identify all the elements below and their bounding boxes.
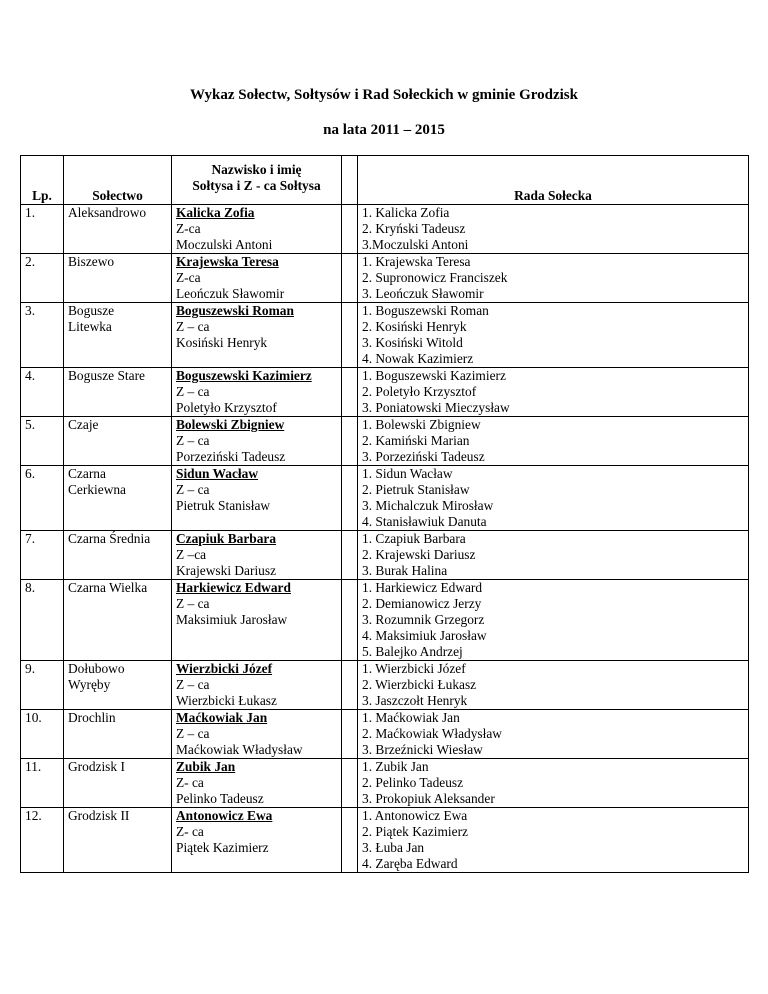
table-header-row xyxy=(21,156,749,205)
solectwo-name: Czaje xyxy=(68,417,99,432)
lp-cell: 10. xyxy=(21,710,64,759)
zca-name: Kosiński Henryk xyxy=(176,335,268,350)
lp-cell: 7. xyxy=(21,531,64,580)
header-lp: Lp. xyxy=(21,156,64,205)
soltys-name: Krajewska Teresa xyxy=(176,254,279,269)
rada-member: 1. Bolewski Zbigniew xyxy=(362,417,481,432)
solectwo-cell xyxy=(64,417,172,466)
gap-cell xyxy=(342,661,358,710)
zca-label: Z-ca xyxy=(176,270,201,285)
table-row xyxy=(21,205,749,254)
rada-member: 1. Boguszewski Roman xyxy=(362,303,489,318)
table-row xyxy=(21,254,749,303)
rada-member: 1. Czapiuk Barbara xyxy=(362,531,466,546)
header-nazwisko xyxy=(172,156,342,205)
lp-cell: 2. xyxy=(21,254,64,303)
rada-cell xyxy=(358,808,749,873)
solectwa-table xyxy=(20,155,749,873)
gap-cell xyxy=(342,205,358,254)
rada-cell xyxy=(358,710,749,759)
table-row xyxy=(21,661,749,710)
soltys-cell xyxy=(172,254,342,303)
rada-member: 1. Sidun Wacław xyxy=(362,466,453,481)
lp-cell: 5. xyxy=(21,417,64,466)
soltys-name: Maćkowiak Jan xyxy=(176,710,268,725)
zca-label: Z – ca xyxy=(176,726,210,741)
rada-member: 2. Pelinko Tadeusz xyxy=(362,775,464,790)
rada-member: 3. Poniatowski Mieczysław xyxy=(362,400,510,415)
gap-cell xyxy=(342,808,358,873)
soltys-name: Kalicka Zofia xyxy=(176,205,255,220)
rada-member: 1. Krajewska Teresa xyxy=(362,254,471,269)
rada-cell xyxy=(358,254,749,303)
gap-cell xyxy=(342,303,358,368)
soltys-name: Wierzbicki Józef xyxy=(176,661,273,676)
zca-name: Poletyło Krzysztof xyxy=(176,400,277,415)
zca-label: Z- ca xyxy=(176,775,204,790)
solectwo-name: Aleksandrowo xyxy=(68,205,147,220)
lp-cell: 9. xyxy=(21,661,64,710)
zca-name: Leończuk Sławomir xyxy=(176,286,285,301)
table-row xyxy=(21,580,749,661)
rada-cell xyxy=(358,303,749,368)
solectwo-name: Bogusze Stare xyxy=(68,368,145,383)
table-row xyxy=(21,466,749,531)
header-gap xyxy=(342,156,358,205)
solectwo-name: Grodzisk I xyxy=(68,759,125,774)
rada-member: 1. Kalicka Zofia xyxy=(362,205,450,220)
rada-member: 1. Antonowicz Ewa xyxy=(362,808,468,823)
zca-label: Z – ca xyxy=(176,384,210,399)
lp-cell: 1. xyxy=(21,205,64,254)
gap-cell xyxy=(342,466,358,531)
solectwo-cell xyxy=(64,759,172,808)
soltys-name: Bolewski Zbigniew xyxy=(176,417,285,432)
solectwo-cell xyxy=(64,205,172,254)
zca-label: Z – ca xyxy=(176,596,210,611)
rada-cell xyxy=(358,580,749,661)
soltys-cell xyxy=(172,808,342,873)
zca-name: Maksimiuk Jarosław xyxy=(176,612,288,627)
solectwo-name: Cerkiewna xyxy=(68,482,127,497)
lp-cell: 4. xyxy=(21,368,64,417)
table-row xyxy=(21,417,749,466)
rada-member: 2. Supronowicz Franciszek xyxy=(362,270,508,285)
table-row xyxy=(21,368,749,417)
table-row xyxy=(21,759,749,808)
soltys-cell xyxy=(172,710,342,759)
page-title: Wykaz Sołectw, Sołtysów i Rad Sołeckich w gminie Grodzisk xyxy=(190,87,578,103)
solectwo-name: Drochlin xyxy=(68,710,116,725)
rada-cell xyxy=(358,417,749,466)
soltys-cell xyxy=(172,580,342,661)
rada-member: 3. Prokopiuk Aleksander xyxy=(362,791,495,806)
rada-member: 1. Maćkowiak Jan xyxy=(362,710,460,725)
solectwo-cell xyxy=(64,254,172,303)
zca-name: Krajewski Dariusz xyxy=(176,563,277,578)
rada-member: 2. Kosiński Henryk xyxy=(362,319,467,334)
gap-cell xyxy=(342,710,358,759)
table-row xyxy=(21,710,749,759)
rada-member: 2. Wierzbicki Łukasz xyxy=(362,677,477,692)
header-nazwisko-line1: Nazwisko i imię xyxy=(211,162,302,177)
zca-name: Maćkowiak Władysław xyxy=(176,742,303,757)
zca-name: Piątek Kazimierz xyxy=(176,840,269,855)
gap-cell xyxy=(342,417,358,466)
soltys-cell xyxy=(172,205,342,254)
solectwo-name: Biszewo xyxy=(68,254,115,269)
rada-member: 4. Zaręba Edward xyxy=(362,856,458,871)
gap-cell xyxy=(342,254,358,303)
rada-member: 2. Poletyło Krzysztof xyxy=(362,384,477,399)
rada-member: 3. Burak Halina xyxy=(362,563,448,578)
solectwo-name: Dołubowo xyxy=(68,661,125,676)
solectwo-name: Wyręby xyxy=(68,677,111,692)
zca-name: Wierzbicki Łukasz xyxy=(176,693,277,708)
soltys-cell xyxy=(172,466,342,531)
table-row xyxy=(21,303,749,368)
soltys-name: Boguszewski Kazimierz xyxy=(176,368,312,383)
zca-label: Z-ca xyxy=(176,221,201,236)
solectwo-cell xyxy=(64,808,172,873)
lp-cell: 8. xyxy=(21,580,64,661)
soltys-cell xyxy=(172,531,342,580)
zca-name: Moczulski Antoni xyxy=(176,237,273,252)
soltys-cell xyxy=(172,368,342,417)
gap-cell xyxy=(342,368,358,417)
rada-cell xyxy=(358,531,749,580)
solectwo-cell xyxy=(64,368,172,417)
solectwo-name: Czarna xyxy=(68,466,106,481)
rada-member: 2. Kryński Tadeusz xyxy=(362,221,466,236)
rada-member: 4. Stanisławiuk Danuta xyxy=(362,514,487,529)
rada-cell xyxy=(358,759,749,808)
solectwo-cell xyxy=(64,710,172,759)
soltys-name: Sidun Wacław xyxy=(176,466,258,481)
solectwo-cell xyxy=(64,580,172,661)
soltys-cell xyxy=(172,661,342,710)
table-row xyxy=(21,808,749,873)
header-solectwo: Sołectwo xyxy=(64,156,172,205)
rada-member: 2. Pietruk Stanisław xyxy=(362,482,470,497)
zca-name: Porzeziński Tadeusz xyxy=(176,449,286,464)
soltys-name: Czapiuk Barbara xyxy=(176,531,277,546)
header-nazwisko-line2: Sołtysa i Z - ca Sołtysa xyxy=(192,178,321,193)
rada-member: 2. Piątek Kazimierz xyxy=(362,824,468,839)
lp-cell: 6. xyxy=(21,466,64,531)
solectwo-name: Czarna Średnia xyxy=(68,531,151,546)
solectwo-name: Litewka xyxy=(68,319,112,334)
zca-name: Pelinko Tadeusz xyxy=(176,791,264,806)
solectwo-cell xyxy=(64,466,172,531)
solectwo-name: Grodzisk II xyxy=(68,808,130,823)
rada-member: 2. Krajewski Dariusz xyxy=(362,547,476,562)
rada-member: 1. Boguszewski Kazimierz xyxy=(362,368,506,383)
soltys-name: Harkiewicz Edward xyxy=(176,580,291,595)
rada-member: 5. Balejko Andrzej xyxy=(362,644,463,659)
rada-member: 3. Michalczuk Mirosław xyxy=(362,498,494,513)
rada-member: 3. Brzeźnicki Wiesław xyxy=(362,742,483,757)
zca-label: Z – ca xyxy=(176,319,210,334)
rada-member: 3. Rozumnik Grzegorz xyxy=(362,612,485,627)
header-rada: Rada Sołecka xyxy=(358,156,749,205)
zca-label: Z – ca xyxy=(176,482,210,497)
rada-member: 3.Moczulski Antoni xyxy=(362,237,469,252)
soltys-name: Antonowicz Ewa xyxy=(176,808,273,823)
lp-cell: 11. xyxy=(21,759,64,808)
rada-cell xyxy=(358,466,749,531)
rada-cell xyxy=(358,205,749,254)
soltys-name: Zubik Jan xyxy=(176,759,236,774)
rada-member: 2. Demianowicz Jerzy xyxy=(362,596,482,611)
solectwo-cell xyxy=(64,303,172,368)
soltys-cell xyxy=(172,303,342,368)
soltys-cell xyxy=(172,759,342,808)
rada-member: 2. Kamiński Marian xyxy=(362,433,470,448)
rada-member: 4. Nowak Kazimierz xyxy=(362,351,474,366)
rada-member: 1. Zubik Jan xyxy=(362,759,429,774)
solectwo-name: Czarna Wielka xyxy=(68,580,148,595)
soltys-name: Boguszewski Roman xyxy=(176,303,294,318)
solectwo-cell xyxy=(64,661,172,710)
lp-cell: 3. xyxy=(21,303,64,368)
zca-name: Pietruk Stanisław xyxy=(176,498,271,513)
gap-cell xyxy=(342,531,358,580)
lp-cell: 12. xyxy=(21,808,64,873)
rada-member: 2. Maćkowiak Władysław xyxy=(362,726,502,741)
rada-member: 3. Jaszczołt Henryk xyxy=(362,693,468,708)
rada-member: 3. Kosiński Witold xyxy=(362,335,463,350)
rada-member: 1. Harkiewicz Edward xyxy=(362,580,483,595)
table-row xyxy=(21,531,749,580)
rada-member: 3. Łuba Jan xyxy=(362,840,425,855)
rada-cell xyxy=(358,368,749,417)
solectwo-cell xyxy=(64,531,172,580)
gap-cell xyxy=(342,580,358,661)
gap-cell xyxy=(342,759,358,808)
rada-member: 4. Maksimiuk Jarosław xyxy=(362,628,487,643)
zca-label: Z- ca xyxy=(176,824,204,839)
rada-member: 1. Wierzbicki Józef xyxy=(362,661,466,676)
zca-label: Z –ca xyxy=(176,547,207,562)
zca-label: Z – ca xyxy=(176,677,210,692)
rada-member: 3. Leończuk Sławomir xyxy=(362,286,484,301)
solectwo-name: Bogusze xyxy=(68,303,115,318)
rada-cell xyxy=(358,661,749,710)
soltys-cell xyxy=(172,417,342,466)
zca-label: Z – ca xyxy=(176,433,210,448)
rada-member: 3. Porzeziński Tadeusz xyxy=(362,449,485,464)
page-subtitle: na lata 2011 – 2015 xyxy=(323,122,445,138)
